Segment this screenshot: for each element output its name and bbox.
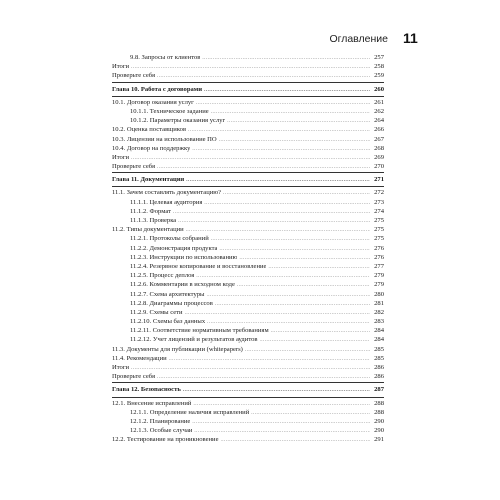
toc-entry-page: 281: [374, 299, 384, 307]
toc-chapter-entry[interactable]: [112, 175, 384, 184]
toc-entry[interactable]: [112, 345, 384, 354]
toc-entry-page: 286: [374, 373, 384, 381]
toc-entry[interactable]: [112, 354, 384, 363]
toc-entry[interactable]: [112, 144, 384, 153]
toc-entry-label: 12.1.2. Планирование: [130, 417, 191, 425]
toc-entry-label: 11.2.5. Процесс деплоя: [130, 272, 195, 280]
toc-entry-page: 257: [374, 54, 384, 61]
toc-entry[interactable]: [112, 198, 384, 207]
dot-leader: [183, 386, 370, 395]
toc-entry[interactable]: [112, 408, 384, 417]
toc-entry-page: 283: [374, 318, 384, 326]
toc-entry-label: Проверьте себя: [112, 72, 156, 80]
toc-entry-page: 276: [374, 244, 384, 252]
toc-entry[interactable]: [112, 207, 384, 216]
toc-entry-page: 262: [374, 107, 384, 115]
toc-entry-page: 260: [374, 85, 384, 93]
toc-chapter-entry[interactable]: [112, 85, 384, 94]
toc-entry-page: 279: [374, 281, 384, 289]
table-of-contents: [112, 53, 384, 445]
toc-entry-page: 274: [374, 207, 384, 215]
chapter-divider: [112, 382, 384, 383]
toc-entry-label: Глава 11. Документация: [112, 176, 185, 184]
toc-entry-label: Глава 10. Работа с договорами: [112, 85, 203, 93]
toc-entry-label: 9.8. Запросы от клиентов: [130, 54, 201, 61]
chapter-divider: [112, 96, 384, 97]
toc-entry-page: 276: [374, 253, 384, 261]
toc-entry-label: Итоги: [112, 153, 130, 161]
toc-entry-label: Проверьте себя: [112, 163, 156, 171]
toc-entry[interactable]: [112, 53, 384, 62]
toc-entry-page: 273: [374, 198, 384, 206]
toc-entry-label: Итоги: [112, 63, 130, 71]
toc-entry-label: 11.2.9. Схемы сети: [130, 308, 183, 316]
toc-entry-label: 11.1.2. Формат: [130, 207, 172, 215]
toc-chapter-entry[interactable]: [112, 385, 384, 394]
dot-leader: [221, 436, 370, 445]
toc-entry[interactable]: [112, 317, 384, 326]
toc-entry[interactable]: [112, 98, 384, 107]
toc-entry-label: Глава 12. Безопасность: [112, 386, 181, 394]
chapter-divider: [112, 172, 384, 173]
running-header-title: Оглавление: [329, 33, 388, 45]
toc-entry-page: 275: [374, 217, 384, 224]
toc-entry-page: 258: [374, 63, 384, 71]
toc-entry[interactable]: [112, 363, 384, 372]
toc-entry-page: 270: [374, 163, 384, 171]
page-header: [0, 30, 500, 50]
toc-entry[interactable]: [112, 216, 384, 225]
toc-entry[interactable]: [112, 435, 384, 444]
toc-entry-label: 12.1.1. Определение наличия исправлений: [130, 408, 250, 416]
toc-entry-page: 291: [374, 436, 384, 444]
toc-entry-label: 11.2.10. Схемы баз данных: [130, 318, 206, 326]
toc-entry-page: 290: [374, 427, 384, 435]
toc-entry-page: 259: [374, 72, 384, 80]
toc-entry[interactable]: [112, 290, 384, 299]
toc-entry-page: 284: [374, 336, 384, 344]
toc-entry-label: Итоги: [112, 364, 130, 371]
toc-entry-label: 11.1.3. Проверка: [130, 217, 177, 224]
toc-entry-label: 11.2.11. Соответствие нормативным требованиям: [130, 327, 269, 335]
toc-entry-label: 11.3. Документы для публикации (whitepapers): [112, 345, 243, 353]
toc-entry[interactable]: [112, 326, 384, 335]
toc-entry-page: 282: [374, 308, 384, 316]
toc-entry-page: 279: [374, 272, 384, 280]
dot-leader: [186, 176, 370, 185]
toc-entry[interactable]: [112, 271, 384, 280]
chapter-divider: [112, 82, 384, 83]
toc-entry[interactable]: [112, 372, 384, 381]
toc-entry-page: 287: [374, 386, 384, 394]
toc-entry-label: 10.1. Договор оказания услуг: [112, 98, 194, 106]
toc-entry-label: 11.2.6. Комментарии в исходном коде: [130, 281, 235, 289]
toc-entry-page: 275: [374, 226, 384, 234]
toc-entry-page: 266: [374, 126, 384, 134]
toc-entry[interactable]: [112, 116, 384, 125]
toc-entry[interactable]: [112, 71, 384, 80]
toc-entry[interactable]: [112, 262, 384, 271]
toc-entry-page: 261: [374, 98, 384, 106]
toc-entry-label: 11.1.1. Целевая аудитория: [130, 198, 203, 206]
toc-entry-label: 11.2.4. Резервное копирование и восстановление: [130, 262, 267, 270]
toc-entry-page: 269: [374, 153, 384, 161]
toc-entry[interactable]: [112, 299, 384, 308]
toc-entry[interactable]: [112, 335, 384, 344]
toc-entry-page: 284: [374, 327, 384, 335]
toc-entry[interactable]: [112, 426, 384, 435]
toc-entry[interactable]: [112, 162, 384, 171]
toc-entry-label: 12.1.3. Особые случаи: [130, 427, 193, 435]
toc-entry-label: 11.2.8. Диаграммы процессов: [130, 299, 213, 307]
toc-entry-page: 272: [374, 189, 384, 197]
toc-entry-label: 10.1.1. Техническое задание: [130, 107, 209, 115]
toc-entry-page: 285: [374, 345, 384, 353]
chapter-divider: [112, 397, 384, 398]
toc-entry[interactable]: [112, 225, 384, 234]
toc-entry-label: 10.2. Оценка поставщиков: [112, 126, 187, 134]
toc-entry-page: 277: [374, 262, 384, 270]
toc-entry-page: 288: [374, 408, 384, 416]
toc-entry-label: 11.2.7. Схема архитектуры: [130, 290, 205, 298]
toc-entry-page: 264: [374, 117, 384, 125]
toc-entry-label: Проверьте себя: [112, 373, 156, 381]
toc-entry[interactable]: [112, 135, 384, 144]
toc-entry[interactable]: [112, 417, 384, 426]
toc-entry-label: 11.2.1. Протоколы собраний: [130, 235, 209, 243]
dot-leader: [157, 163, 370, 172]
toc-entry-page: 280: [374, 290, 384, 298]
dot-leader: [157, 373, 370, 382]
toc-entry-page: 290: [374, 417, 384, 425]
toc-entry[interactable]: [112, 125, 384, 134]
toc-entry-page: 275: [374, 235, 384, 243]
toc-entry-label: 10.3. Лицензии на использование ПО: [112, 135, 217, 143]
toc-entry[interactable]: [112, 308, 384, 317]
toc-entry-label: 11.2. Типы документации: [112, 226, 184, 234]
toc-entry[interactable]: [112, 107, 384, 116]
toc-entry-page: 268: [374, 144, 384, 152]
toc-entry[interactable]: [112, 399, 384, 408]
dot-leader: [157, 72, 370, 81]
dot-leader: [204, 86, 370, 95]
toc-entry-label: 12.1. Внесение исправлений: [112, 399, 192, 407]
toc-entry-page: 285: [374, 354, 384, 362]
chapter-divider: [112, 186, 384, 187]
toc-entry-page: 271: [374, 176, 384, 184]
toc-entry-label: 11.4. Рекомендации: [112, 354, 167, 362]
toc-entry-page: 288: [374, 399, 384, 407]
toc-entry-label: 11.2.2. Демонстрация продукта: [130, 244, 218, 252]
toc-entry[interactable]: [112, 188, 384, 197]
toc-entry[interactable]: [112, 234, 384, 243]
toc-entry-page: 286: [374, 364, 384, 371]
page-number: 11: [403, 30, 418, 46]
toc-entry[interactable]: [112, 244, 384, 253]
toc-entry-label: 10.1.2. Параметры оказания услуг: [130, 117, 226, 125]
toc-entry[interactable]: [112, 153, 384, 162]
toc-entry[interactable]: [112, 62, 384, 71]
toc-entry[interactable]: [112, 253, 384, 262]
toc-entry-label: 11.2.12. Учет лицензий и результатов аудитов: [130, 336, 258, 344]
toc-entry-page: 267: [374, 135, 384, 143]
toc-entry[interactable]: [112, 280, 384, 289]
toc-entry-label: 12.2. Тестирование на проникновение: [112, 436, 219, 444]
toc-entry-label: 10.4. Договор на поддержку: [112, 144, 191, 152]
toc-entry-label: 11.2.3. Инструкции по использованию: [130, 253, 238, 261]
toc-entry-label: 11.1. Зачем составлять документацию?: [112, 189, 222, 197]
